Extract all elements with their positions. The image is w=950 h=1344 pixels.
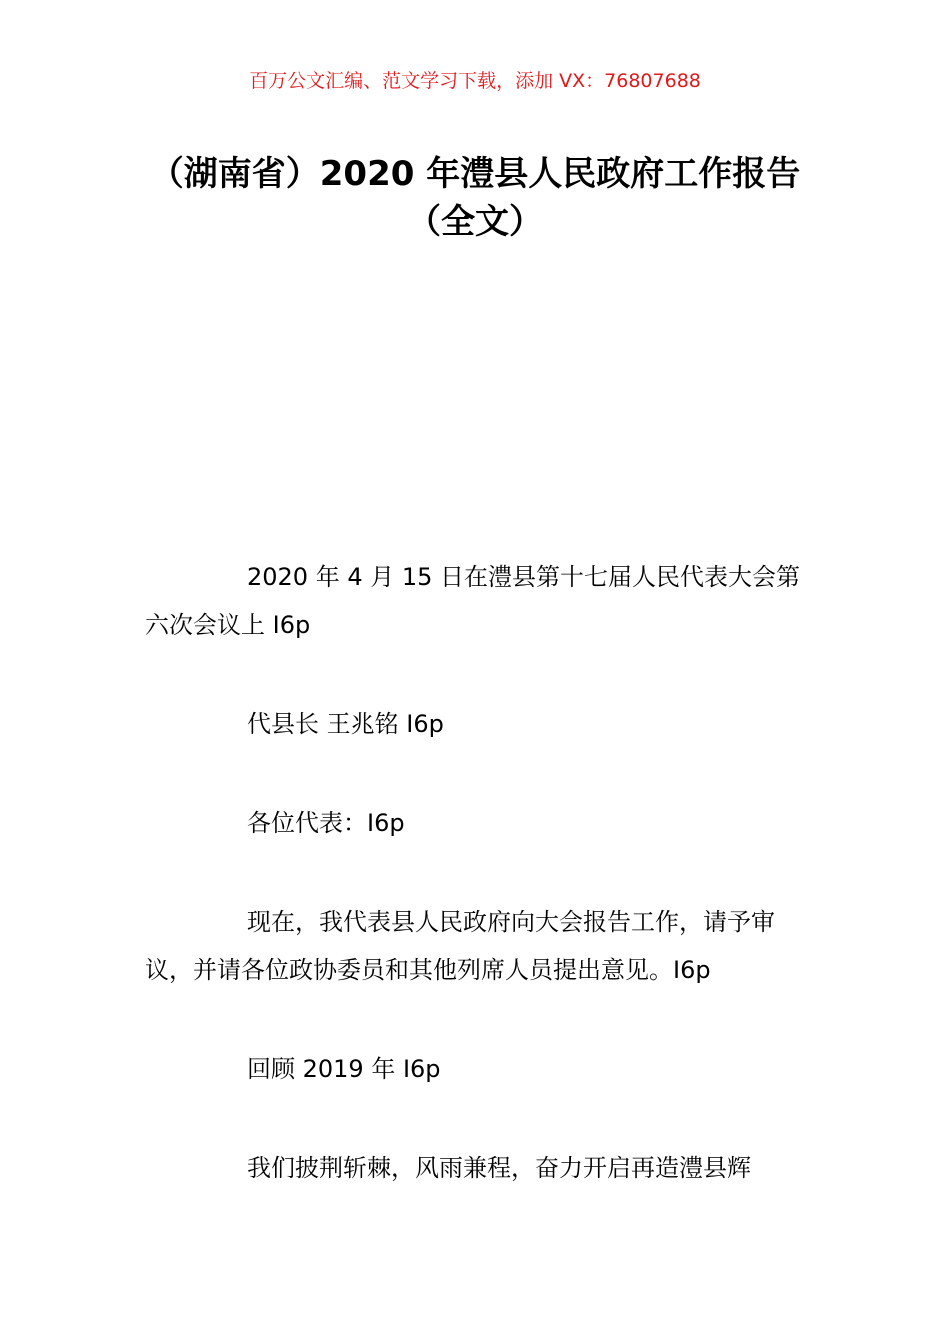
document-title-line-2: （全文） — [407, 202, 543, 242]
paragraph-speaker: 代县长 王兆铭 I6p — [247, 710, 444, 738]
paragraph-intro: 现在，我代表县人民政府向大会报告工作，请予审议，并请各位政协委员和其他列席人员提出意见。I6p — [145, 908, 775, 984]
watermark-header-note: 百万公文汇编、范文学习下载，添加 VX：76807688 — [249, 70, 701, 92]
document-title — [120, 150, 830, 246]
paragraph-review-start: 我们披荆斩棘，风雨兼程，奋力开启再造澧县辉 — [247, 1154, 751, 1182]
document-title-line-1: （湖南省）2020 年澧县人民政府工作报告 — [149, 154, 801, 194]
paragraph-section-heading: 回顾 2019 年 I6p — [247, 1055, 441, 1083]
paragraph-salutation: 各位代表：I6p — [247, 809, 405, 837]
document-body — [145, 553, 810, 1243]
paragraph-meeting-info: 2020 年 4 月 15 日在澧县第十七届人民代表大会第六次会议上 I6p — [145, 563, 801, 639]
